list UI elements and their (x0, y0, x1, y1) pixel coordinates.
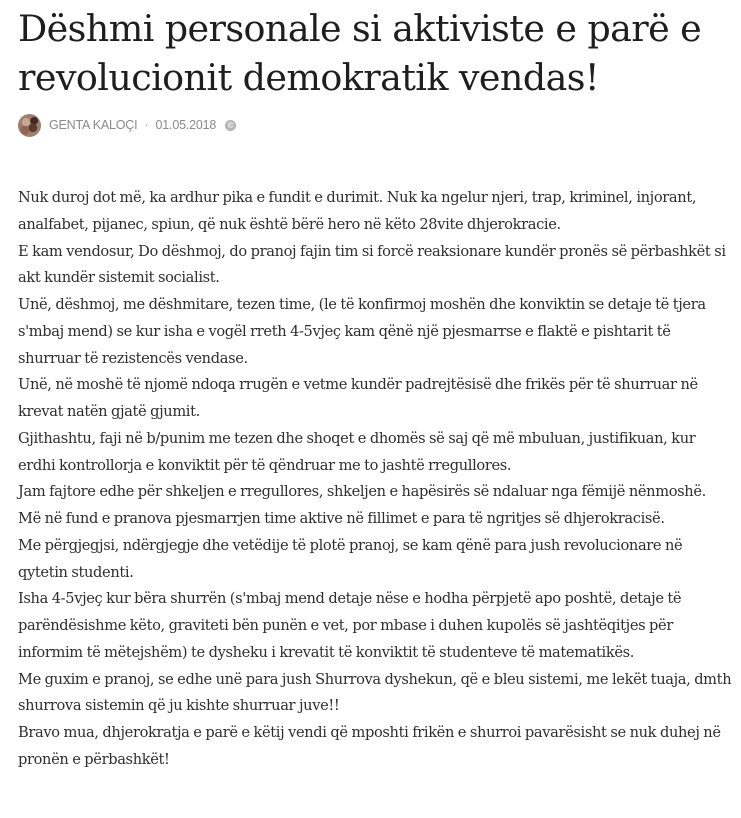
article-body (18, 185, 734, 774)
author-avatar[interactable] (18, 114, 41, 137)
paragraph: Unë, në moshë të njomë ndoqa rrugën e vetme kundër padrejtësisë dhe frikës për të shurruar në krevat natën gjatë gjumit. (18, 376, 698, 420)
article-meta (18, 112, 734, 138)
author-name[interactable]: GENTA KALOÇI (49, 118, 138, 132)
paragraph: Bravo mua, dhjerokratja e parë e këtij vendi që mposhti frikën e shurroi pavarësisht se nuk duhej në pronën e përbashkët! (18, 724, 721, 768)
paragraph: Gjithashtu, faji në b/punim me tezen dhe shoqet e dhomës së saj që më mbuluan, justifikuan, kur erdhi kontrollorja e konviktit për të qëndruar me to jashtë rregullores. (18, 429, 696, 474)
paragraph: Nuk duroj dot më, ka ardhur pika e fundit e durimit. Nuk ka ngelur njeri, trap, kriminel, injorant, analfabet, pijanec, spiun, që nuk është bërë hero në këto 28vite dhjerokracie. (18, 189, 697, 233)
paragraph: Më në fund e pranova pjesmarrjen time aktive në fillimet e para të ngritjes së dhjerokracisë. (18, 510, 665, 527)
comment-icon[interactable]: © (225, 120, 236, 131)
paragraph: Unë, dëshmoj, me dëshmitare, tezen time, (le të konfirmoj moshën dhe konviktin se detaje të tjera s'mbaj mend) se kur isha e vogël rreth 4-5vjeç kam qënë një pjesmarrse e flaktë e pishtarit të shurruar të rezistencës vendase. (18, 296, 706, 367)
paragraph: Jam fajtore edhe për shkeljen e rregullores, shkeljen e hapësirës së ndaluar nga fëmijë nënmoshë. (18, 483, 706, 501)
article (18, 0, 734, 774)
publish-date: 01.05.2018 (155, 118, 217, 132)
article-title: Dëshmi personale si aktiviste e parë e revolucionit demokratik vendas! (18, 7, 702, 99)
paragraph: E kam vendosur, Do dëshmoj, do pranoj fajin tim si forcë reaksionare kundër pronës së përbashkët si akt kundër sistemit socialist. (18, 242, 726, 287)
meta-separator: · (144, 118, 149, 132)
paragraph: Me përgjegjsi, ndërgjegje dhe vetëdije të plotë pranoj, se kam qënë para jush revolucionare në qytetin studenti. (18, 536, 683, 581)
paragraph: Me guxim e pranoj, se edhe unë para jush Shurrova dyshekun, që e bleu sistemi, me lekët tuaja, dmth shurrova sistemin që ju kishte shurruar juve!! (18, 670, 732, 715)
paragraph: Isha 4-5vjeç kur bëra shurrën (s'mbaj mend detaje nëse e hodha përpjetë apo poshtë, detaje të parëndësishme këto, graviteti bën punën e vet, por mbase i duhen kupolës së jashtëqitjes për informim të mëtejshëm) te dysheku i krevatit të konviktit të studenteve të matematikës. (18, 590, 682, 661)
